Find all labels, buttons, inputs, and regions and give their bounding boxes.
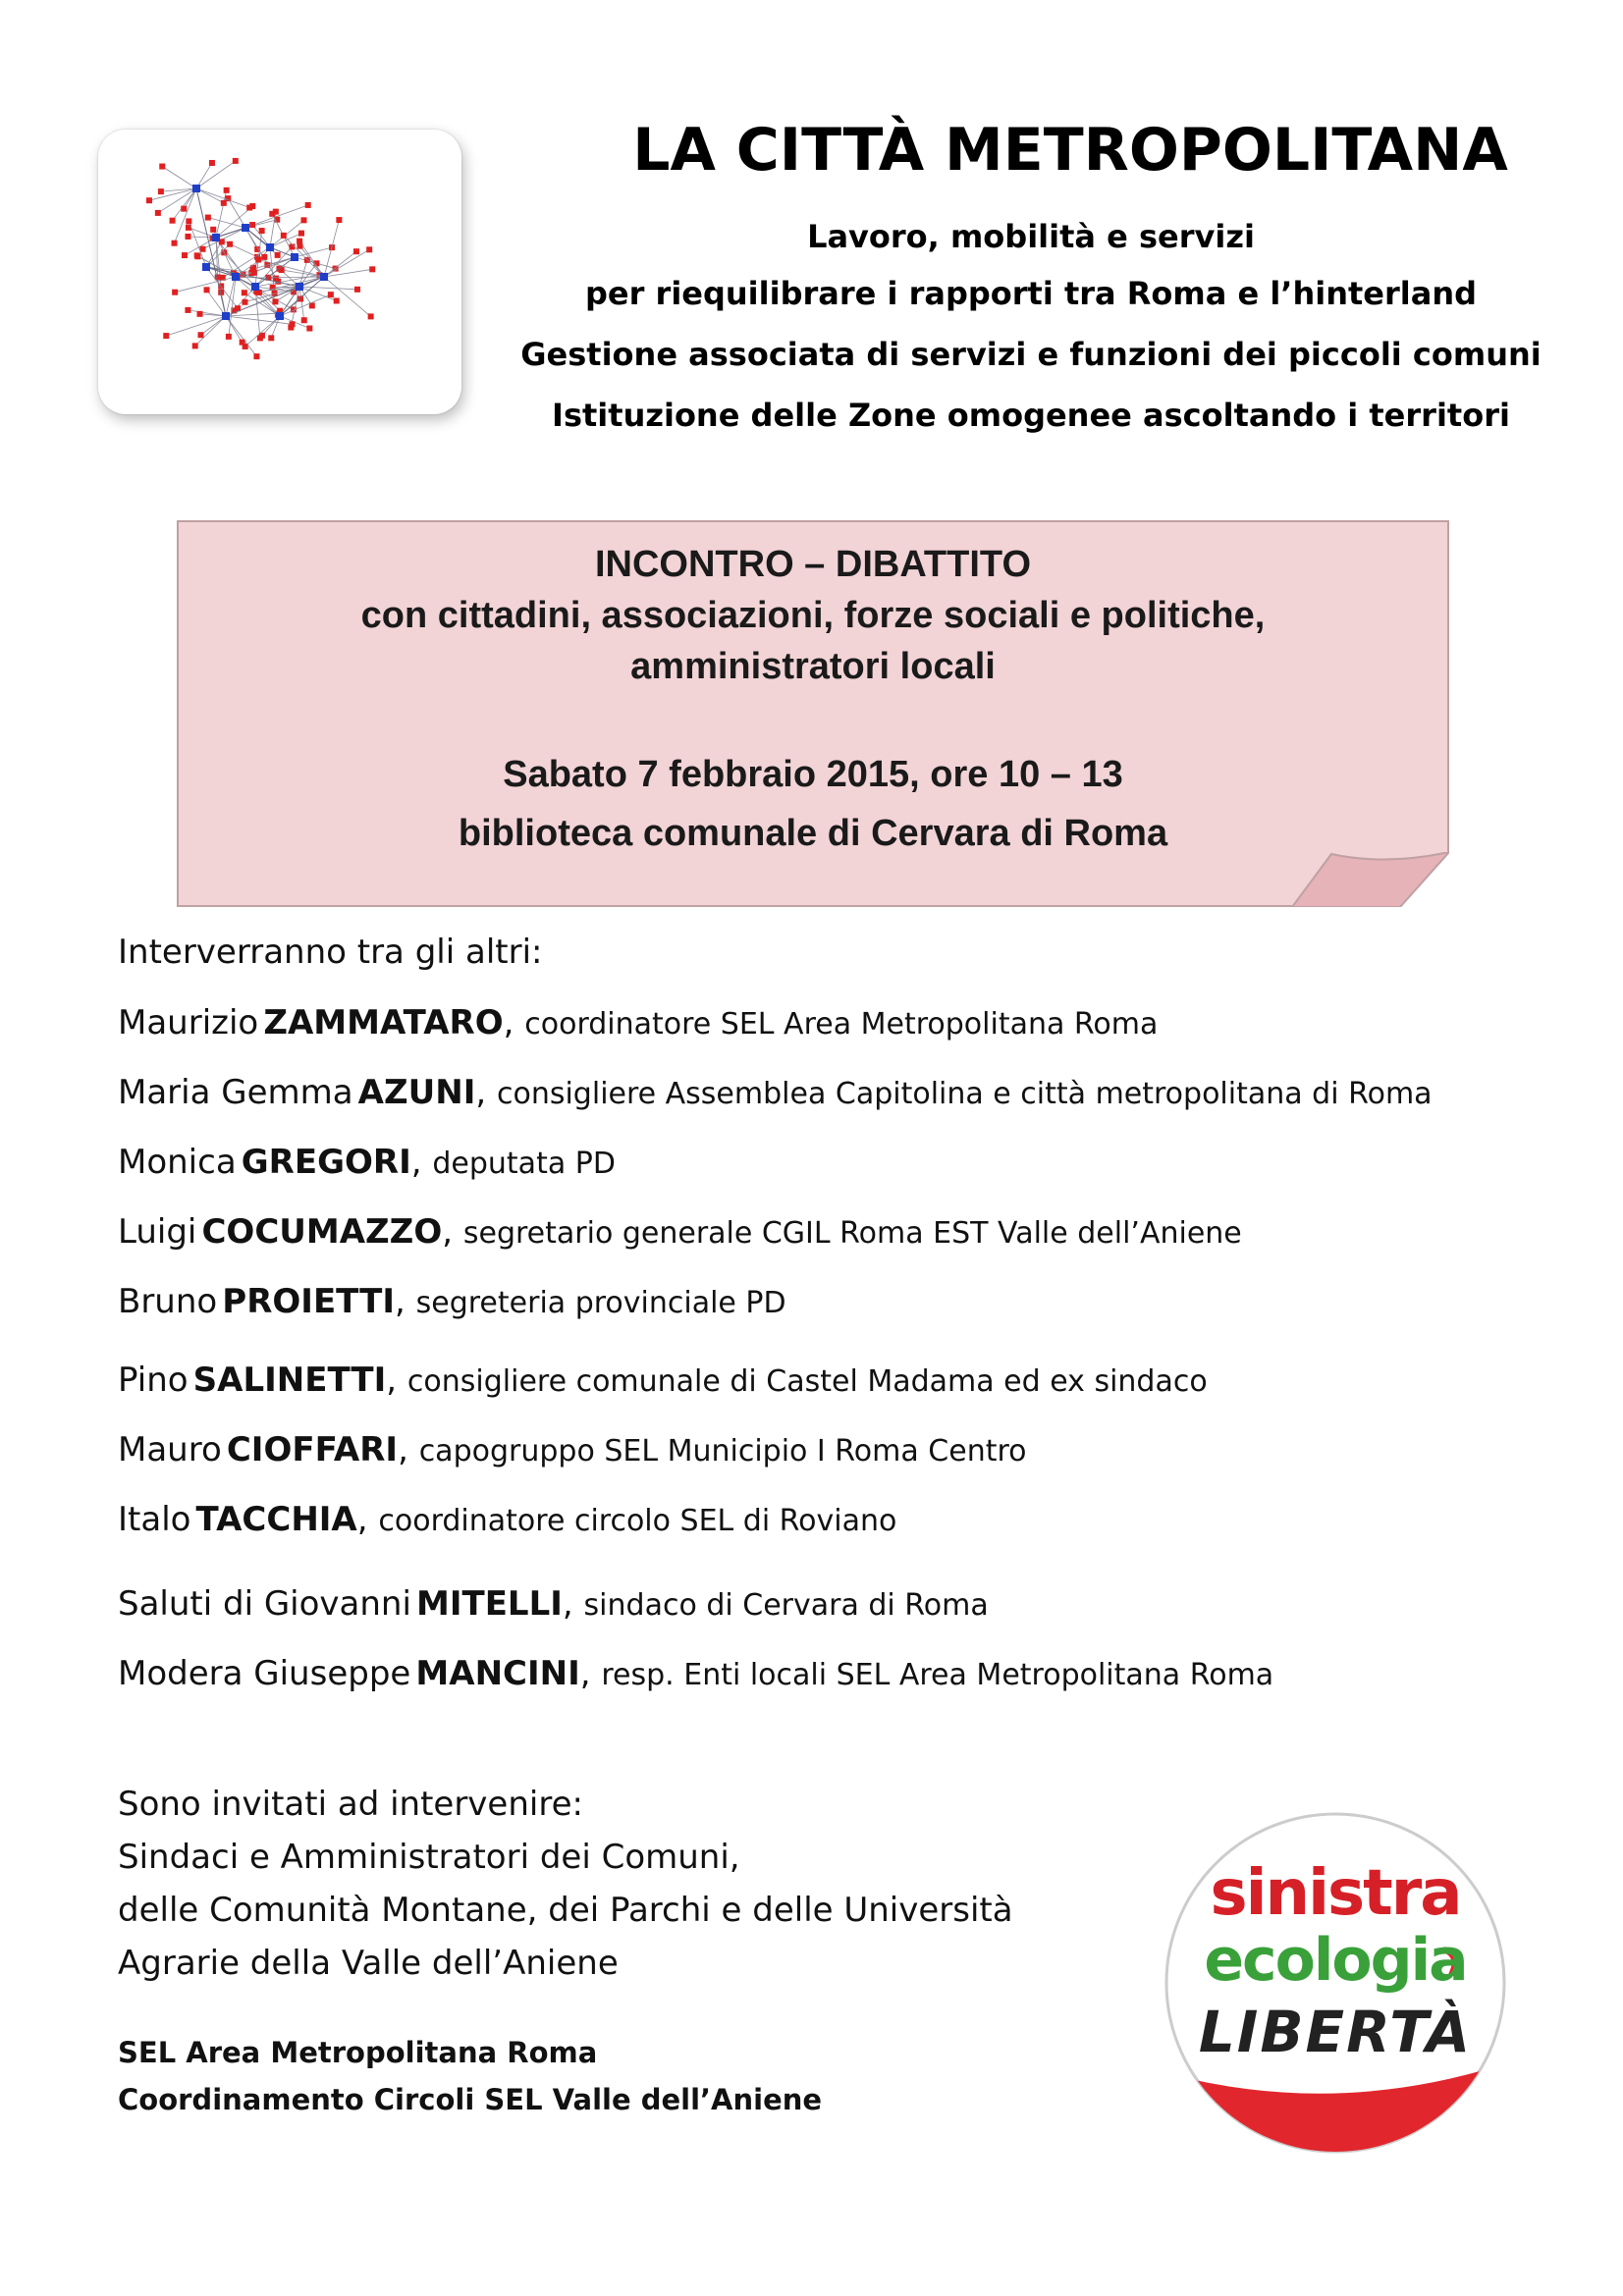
event-audience-1: con cittadini, associazioni, forze sociali e politiche,	[360, 595, 1266, 636]
graph-node	[163, 333, 169, 339]
graph-edge	[270, 212, 276, 247]
speaker-first-name: Italo	[118, 1500, 191, 1539]
sel-party-logo	[1159, 1806, 1512, 2160]
graph-node	[336, 217, 342, 223]
graph-node	[224, 187, 230, 193]
graph-node	[170, 218, 176, 224]
graph-hub-node	[202, 263, 210, 271]
subtitle-line-3: Gestione associata di servizi e funzioni dei piccoli comuni	[520, 336, 1542, 373]
invite-line-1: Sono invitati ad intervenire:	[118, 1785, 583, 1824]
invite-line-4: Agrarie della Valle dell’Aniene	[118, 1944, 619, 1983]
graph-node	[185, 307, 190, 313]
graph-edge	[324, 251, 356, 277]
speaker-separator: ,	[395, 1282, 416, 1321]
speaker-first-name: Maurizio	[118, 1003, 259, 1042]
graph-edge	[195, 316, 226, 346]
graph-hub-node	[320, 273, 328, 281]
speaker-last-name: CIOFFARI	[226, 1430, 399, 1469]
speaker-last-name: MANCINI	[415, 1654, 580, 1693]
graph-edge	[196, 188, 224, 203]
speaker-row	[118, 1584, 989, 1624]
graph-node	[210, 227, 216, 233]
graph-hub-node	[192, 185, 200, 192]
network-graph-icon	[98, 130, 461, 414]
graph-node	[246, 205, 252, 211]
speaker-separator: ,	[398, 1430, 419, 1469]
graph-node	[221, 200, 227, 206]
graph-node	[194, 252, 200, 258]
graph-node	[273, 276, 279, 282]
graph-node	[251, 270, 257, 276]
speaker-row	[118, 1654, 1273, 1693]
speaker-first-name: Pino	[118, 1361, 189, 1400]
graph-edge	[226, 313, 280, 316]
graph-node	[192, 343, 198, 348]
graph-edge	[299, 287, 304, 320]
graph-node	[155, 210, 161, 216]
subtitle-line-1: Lavoro, mobilità e servizi	[807, 218, 1255, 255]
speaker-last-name: ZAMMATARO	[263, 1003, 504, 1042]
graph-hub-node	[222, 312, 230, 320]
graph-node	[209, 160, 215, 166]
graph-node	[354, 287, 360, 293]
speaker-separator: ,	[579, 1654, 602, 1693]
graph-hub-node	[291, 253, 298, 261]
event-audience-2: amministratori locali	[630, 646, 996, 687]
speaker-last-name: PROIETTI	[222, 1282, 395, 1321]
graph-edge	[216, 228, 245, 238]
speaker-role: coordinatore circolo SEL di Roviano	[378, 1504, 897, 1538]
logo-text-liberta: LIBERTÀ	[1198, 1999, 1473, 2065]
graph-node	[158, 188, 164, 194]
graph-edge	[299, 287, 357, 290]
organizer-2: Coordinamento Circoli SEL Valle dell’Aniene	[118, 2083, 823, 2116]
speaker-role: deputata PD	[432, 1147, 616, 1181]
speaker-row	[118, 1500, 896, 1539]
invite-line-3: delle Comunità Montane, dei Parchi e delle Università	[118, 1891, 1013, 1930]
graph-node	[186, 218, 191, 224]
graph-node	[172, 240, 178, 246]
graph-edge	[236, 277, 278, 315]
speaker-row	[118, 1003, 1158, 1042]
graph-node	[242, 290, 247, 295]
graph-node	[249, 222, 255, 228]
graph-node	[242, 299, 247, 305]
graph-hub-node	[251, 283, 259, 291]
speaker-row	[118, 1361, 1208, 1400]
graph-edge	[196, 161, 236, 188]
graph-edge	[162, 167, 196, 188]
speaker-first-name: Bruno	[118, 1282, 218, 1321]
speaker-separator: ,	[356, 1500, 379, 1539]
graph-node	[366, 246, 372, 252]
graph-hub-node	[212, 234, 220, 241]
graph-node	[204, 287, 210, 293]
speaker-row	[118, 1143, 616, 1182]
speaker-last-name: GREGORI	[241, 1143, 411, 1182]
speaker-role: coordinatore SEL Area Metropolitana Roma	[524, 1007, 1159, 1041]
speaker-separator: ,	[442, 1212, 463, 1252]
subtitle-line-2: per riequilibrare i rapporti tra Roma e l’hinterland	[585, 275, 1477, 312]
speaker-row	[118, 1073, 1433, 1112]
speaker-first-name: Mauro	[118, 1430, 222, 1469]
graph-node	[197, 332, 203, 338]
speaker-role: segretario generale CGIL Roma EST Valle dell’Aniene	[462, 1216, 1242, 1251]
graph-node	[272, 298, 278, 304]
speaker-role: resp. Enti locali SEL Area Metropolitana Roma	[601, 1658, 1274, 1692]
speaker-last-name: MITELLI	[416, 1584, 563, 1624]
graph-node	[281, 233, 287, 239]
speaker-first-name: Monica	[118, 1143, 237, 1182]
speaker-role: capogruppo SEL Municipio I Roma Centro	[418, 1434, 1027, 1468]
speaker-separator: ,	[503, 1003, 525, 1042]
speaker-separator: ,	[475, 1073, 497, 1112]
graph-node	[253, 353, 259, 359]
graph-node	[227, 241, 233, 247]
speaker-row	[118, 1430, 1027, 1469]
speaker-role: consigliere comunale di Castel Madama ed ex sindaco	[406, 1364, 1208, 1399]
graph-node	[306, 326, 312, 332]
graph-edge	[324, 269, 372, 277]
invite-line-2: Sindaci e Amministratori dei Comuni,	[118, 1838, 740, 1877]
graph-node	[159, 164, 165, 170]
event-venue: biblioteca comunale di Cervara di Roma	[458, 813, 1168, 854]
speaker-last-name: TACCHIA	[195, 1500, 357, 1539]
graph-node	[297, 243, 302, 249]
graph-node	[172, 290, 178, 295]
graph-node	[205, 215, 211, 221]
speakers-heading: Interverranno tra gli altri:	[118, 933, 543, 972]
graph-node	[233, 158, 239, 164]
graph-node	[185, 234, 190, 240]
network-graph-thumbnail	[98, 130, 461, 414]
graph-node	[240, 340, 245, 346]
graph-node	[275, 252, 281, 258]
subtitle-line-4: Istituzione delle Zone omogenee ascoltando i territori	[552, 397, 1510, 434]
graph-node	[369, 266, 375, 272]
graph-node	[226, 334, 232, 340]
graph-node	[305, 202, 311, 208]
graph-node	[181, 206, 187, 212]
graph-hub-node	[266, 243, 274, 251]
graph-hub-node	[276, 312, 284, 320]
event-box	[177, 520, 1449, 907]
organizer-1: SEL Area Metropolitana Roma	[118, 2036, 598, 2069]
graph-node	[200, 246, 206, 252]
page-curl-icon	[1292, 852, 1449, 907]
graph-node	[298, 295, 303, 301]
speaker-role: segreteria provinciale PD	[415, 1286, 786, 1320]
event-datetime: Sabato 7 febbraio 2015, ore 10 – 13	[503, 754, 1123, 795]
speaker-row	[118, 1282, 786, 1321]
graph-edge	[166, 316, 226, 336]
graph-node	[368, 313, 374, 319]
graph-node	[353, 248, 359, 254]
graph-node	[182, 252, 188, 258]
speaker-last-name: AZUNI	[357, 1073, 476, 1112]
page-title: LA CITTÀ METROPOLITANA	[632, 116, 1508, 185]
speaker-role: consigliere Assemblea Capitolina e città metropolitana di Roma	[496, 1077, 1433, 1111]
speaker-first-name: Maria Gemma	[118, 1073, 353, 1112]
graph-node	[255, 257, 261, 263]
graph-edge	[324, 249, 369, 277]
speaker-first-name: Saluti di Giovanni	[118, 1584, 411, 1624]
graph-node	[300, 217, 306, 223]
speaker-last-name: SALINETTI	[192, 1361, 387, 1400]
graph-node	[301, 317, 307, 323]
speaker-separator: ,	[562, 1584, 584, 1624]
graph-node	[268, 335, 274, 341]
speaker-separator: ,	[410, 1143, 433, 1182]
graph-node	[146, 197, 152, 203]
event-type: INCONTRO – DIBATTITO	[594, 544, 1032, 585]
graph-node	[334, 297, 340, 303]
graph-node	[328, 292, 334, 297]
logo-text-sinistra: sinistra	[1210, 1857, 1461, 1930]
speaker-first-name: Modera Giuseppe	[118, 1654, 411, 1693]
graph-edge	[188, 310, 226, 316]
speaker-last-name: COCUMAZZO	[201, 1212, 443, 1252]
speaker-role: sindaco di Cervara di Roma	[583, 1588, 989, 1623]
graph-node	[259, 228, 265, 234]
graph-hub-node	[242, 224, 249, 232]
graph-hub-node	[232, 273, 240, 281]
graph-node	[269, 211, 275, 217]
graph-node	[298, 231, 304, 237]
graph-node	[197, 311, 203, 317]
speaker-first-name: Luigi	[118, 1212, 197, 1252]
graph-hub-node	[296, 283, 303, 291]
graph-node	[261, 254, 267, 260]
graph-edge	[216, 206, 252, 238]
speaker-row	[118, 1212, 1242, 1252]
logo-text-ecologia: ecologia	[1204, 1926, 1467, 1995]
graph-node	[290, 321, 296, 327]
speaker-separator: ,	[386, 1361, 407, 1400]
